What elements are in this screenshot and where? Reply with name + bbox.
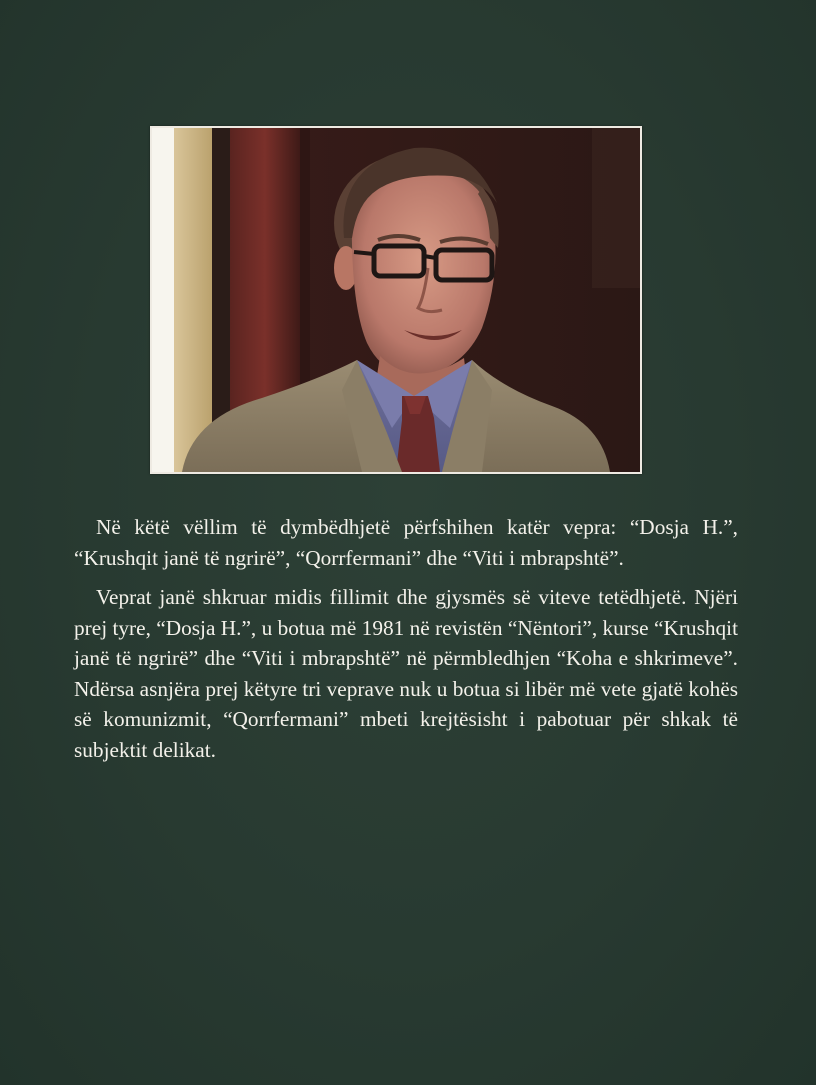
book-description xyxy=(74,512,738,774)
author-portrait-photo xyxy=(152,128,640,472)
author-photo-frame xyxy=(150,126,642,474)
paragraph-history: Veprat janë shkruar midis fillimit dhe gjysmës së viteve tetëdhjetë. Njëri prej tyre, “Dosja H.”, u botua më 1981 në revistën “Nëntori”, kurse “Krushqit janë të ngrirë” dhe “Viti i mbrapshtë” në përmbledhjen “Koha e shkrimeve”. Ndërsa asnjëra prej këtyre tri veprave nuk u botua si libër më vete gjatë kohës së komunizmit, “Qorrfermani” mbeti krejtësisht i pabotuar për shkak të subjektit delikat. xyxy=(74,585,738,762)
paragraph-intro: Në këtë vëllim të dymbëdhjetë përfshihen katër vepra: “Dosja H.”, “Krushqit janë të ngrirë”, “Qorrfermani” dhe “Viti i mbrapshtë”. xyxy=(74,515,738,570)
